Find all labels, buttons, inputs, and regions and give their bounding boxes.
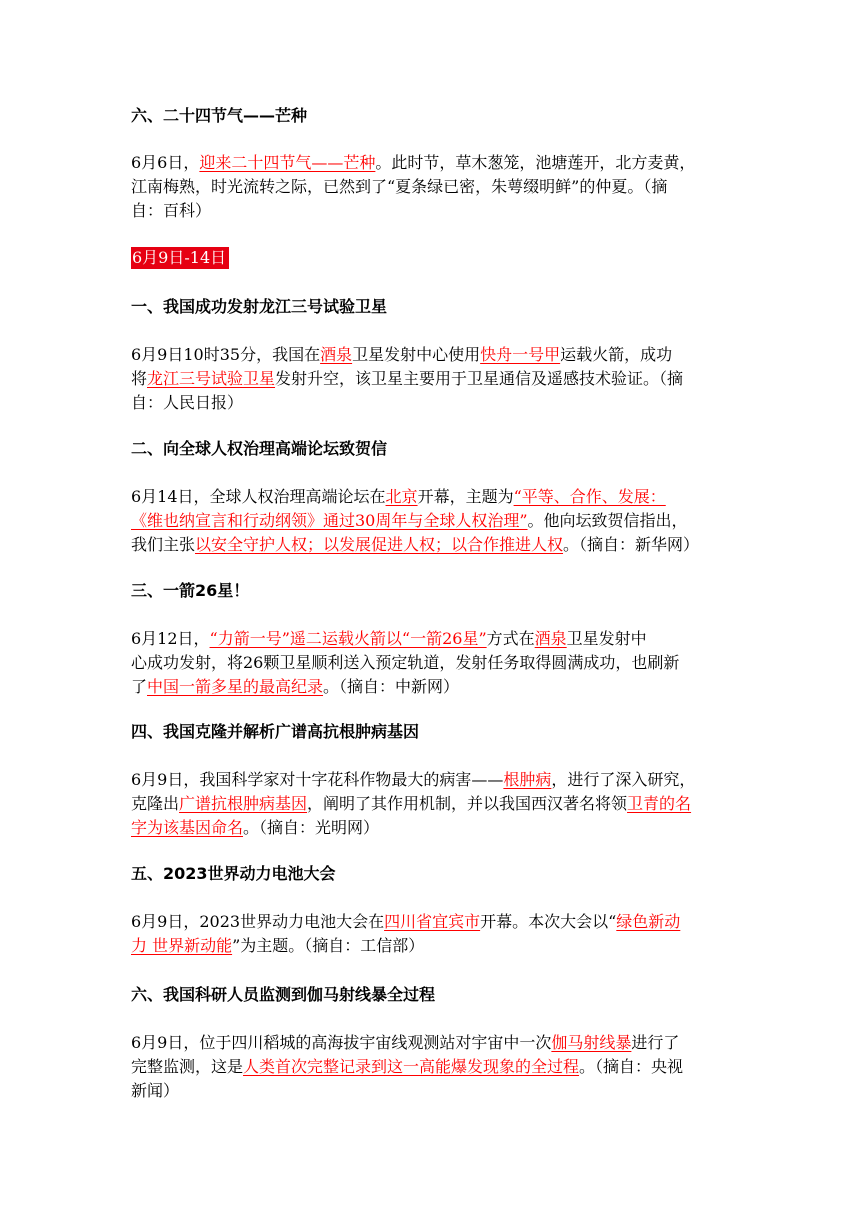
paragraph-line: [131, 175, 731, 199]
text-run: 进行了: [631, 1033, 680, 1052]
highlight-link: 力 世界新动能: [131, 936, 233, 955]
section-heading: 六、我国科研人员监测到伽马射线暴全过程: [131, 985, 436, 1004]
text-run: 。（摘自：中新网）: [323, 677, 460, 696]
paragraph-line: [131, 343, 731, 367]
date-range-banner: 6月9日-14日: [131, 247, 229, 269]
text-run: 发射升空，该卫星主要用于卫星通信及遥感技术验证。（摘: [275, 369, 684, 388]
text-run: 克隆出: [131, 794, 180, 813]
section-paragraph: [131, 485, 731, 557]
text-run: 心成功发射，将26颗卫星顺利送入预定轨道，发射任务取得圆满成功，也刷新: [131, 653, 680, 672]
highlight-link: 酒泉: [320, 345, 353, 364]
highlight-link: 广谱抗根肿病基因: [179, 794, 308, 813]
paragraph-line: [131, 651, 731, 675]
highlight-link: 根肿病: [503, 770, 552, 789]
text-run: 新闻）: [131, 1081, 180, 1100]
text-run: 自：百科）: [131, 201, 212, 220]
text-run: 。此时节，草木葱笼，池塘莲开，北方麦黄，: [375, 153, 696, 172]
section-paragraph: [131, 1031, 731, 1103]
section-heading: 一、我国成功发射龙江三号试验卫星: [131, 297, 388, 316]
text-run: 卫星发射中心使用: [352, 345, 481, 364]
text-run: 方式在: [486, 629, 535, 648]
highlight-link: 人类首次完整记录到这一高能爆发现象的全过程: [243, 1057, 580, 1076]
paragraph-line: [131, 485, 731, 509]
paragraph-line: [131, 816, 731, 840]
text-run: 开幕。本次大会以“: [480, 912, 617, 931]
paragraph-line: [131, 1031, 731, 1055]
text-run: ，进行了深入研究，: [551, 770, 696, 789]
highlight-link: 迎来二十四节气——芒种: [199, 153, 376, 172]
paragraph-line: [131, 627, 731, 651]
text-run: 卫星发射中: [566, 629, 647, 648]
paragraph-line: [131, 934, 731, 958]
text-run: 。（摘自：光明网）: [243, 818, 380, 837]
paragraph-line: [131, 1055, 731, 1079]
text-run: ，阐明了其作用机制，并以我国西汉著名将领: [307, 794, 628, 813]
paragraph-line: [131, 151, 731, 175]
paragraph-line: [131, 391, 731, 415]
text-run: 了: [131, 677, 148, 696]
paragraph-line: [131, 768, 731, 792]
highlight-link: 字为该基因命名: [131, 818, 244, 837]
paragraph-line: [131, 792, 731, 816]
text-run: 运载火箭，成功: [560, 345, 673, 364]
text-run: 6月9日，2023世界动力电池大会在: [131, 912, 385, 931]
section-heading: 四、我国克隆并解析广谱高抗根肿病基因: [131, 722, 420, 741]
section-paragraph: [131, 343, 731, 415]
text-run: 6月9日，我国科学家对十字花科作物最大的病害——: [131, 770, 504, 789]
text-run: 6月12日，: [131, 629, 210, 648]
text-run: 6月14日，全球人权治理高端论坛在: [131, 487, 386, 506]
paragraph-line: [131, 675, 731, 699]
highlight-link: “力箭一号”遥二运载火箭以“一箭26星”: [209, 629, 487, 648]
highlight-link: 以安全守护人权；以发展促进人权；以合作推进人权: [195, 535, 564, 554]
highlight-link: 伽马射线暴: [551, 1033, 632, 1052]
section-heading: 五、2023世界动力电池大会: [131, 864, 336, 883]
section-heading: 二、向全球人权治理高端论坛致贺信: [131, 439, 388, 458]
highlight-link: 酒泉: [534, 629, 567, 648]
section-paragraph: [131, 151, 731, 223]
text-run: 开幕，主题为: [417, 487, 514, 506]
section-paragraph: [131, 768, 731, 840]
text-run: 我们主张: [131, 535, 196, 554]
paragraph-line: [131, 509, 731, 533]
text-run: 。（摘自：新华网）: [563, 535, 700, 554]
highlight-link: 中国一箭多星的最高纪录: [147, 677, 324, 696]
text-run: 江南梅熟，时光流转之际，已然到了“夏条绿已密，朱萼缀明鲜”的仲夏。（摘: [131, 177, 668, 196]
section-paragraph: [131, 627, 731, 699]
section-heading: 六、二十四节气——芒种: [131, 106, 308, 125]
paragraph-line: [131, 910, 731, 934]
text-run: 将: [131, 369, 148, 388]
highlight-link: 绿色新动: [616, 912, 681, 931]
paragraph-line: [131, 1079, 731, 1103]
highlight-link: 北京: [385, 487, 418, 506]
paragraph-line: [131, 367, 731, 391]
text-run: 自：人民日报）: [131, 393, 244, 412]
text-run: 完整监测，这是: [131, 1057, 244, 1076]
section-paragraph: [131, 910, 731, 958]
paragraph-line: [131, 533, 731, 557]
highlight-link: 四川省宜宾市: [384, 912, 481, 931]
paragraph-line: [131, 199, 731, 223]
text-run: 。（摘自：央视: [579, 1057, 684, 1076]
section-heading: 三、一箭26星！: [131, 581, 250, 600]
highlight-link: 快舟一号甲: [480, 345, 561, 364]
highlight-link: “平等、合作、发展：: [513, 487, 666, 506]
text-run: 6月9日10时35分，我国在: [131, 345, 321, 364]
text-run: 。他向坛致贺信指出，: [527, 511, 688, 530]
text-run: 6月6日，: [131, 153, 200, 172]
highlight-link: 龙江三号试验卫星: [147, 369, 276, 388]
highlight-link: 《维也纳宣言和行动纲领》通过30周年与全球人权治理”: [131, 511, 528, 530]
highlight-link: 卫青的名: [627, 794, 692, 813]
text-run: 6月9日，位于四川稻城的高海拔宇宙线观测站对宇宙中一次: [131, 1033, 552, 1052]
text-run: ”为主题。（摘自：工信部）: [232, 936, 425, 955]
